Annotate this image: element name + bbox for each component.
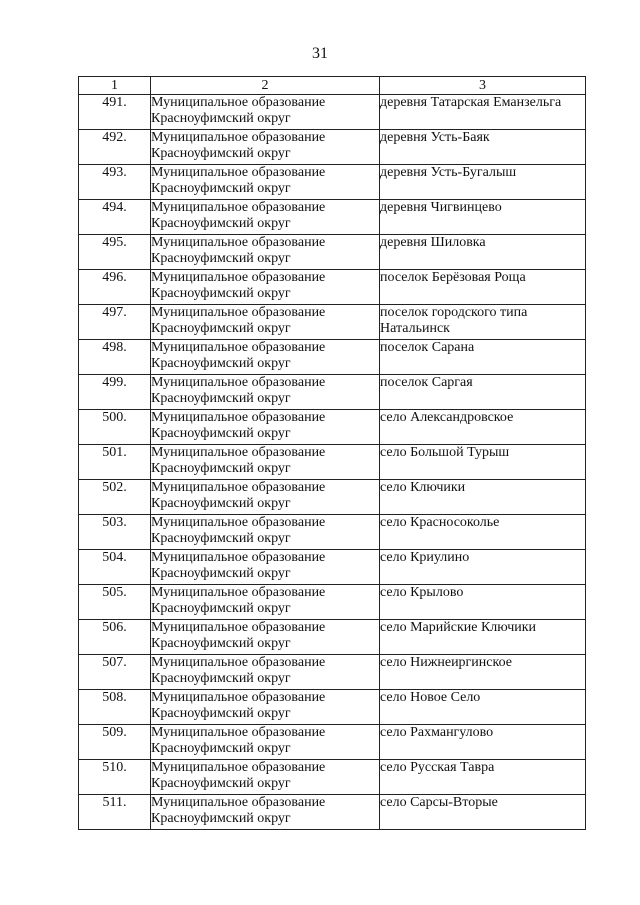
- settlement-line: деревня Усть-Баяк: [380, 130, 490, 145]
- settlement-cell: [380, 620, 586, 655]
- municipality-cell: [151, 620, 380, 655]
- municipality-cell: [151, 515, 380, 550]
- settlement-line: деревня Татарская Еманзельга: [380, 95, 562, 110]
- municipality-line: Красноуфимский округ: [151, 181, 291, 196]
- row-number: 510.: [79, 760, 151, 795]
- municipality-cell: [151, 550, 380, 585]
- settlement-cell: [380, 760, 586, 795]
- municipality-line: Муниципальное образование: [151, 515, 326, 530]
- municipality-line: Красноуфимский округ: [151, 566, 291, 581]
- settlement-line: село Рахмангулово: [380, 725, 494, 740]
- municipality-line: Красноуфимский округ: [151, 811, 291, 826]
- table-row: [79, 480, 586, 515]
- settlement-line: поселок Сарана: [380, 340, 475, 355]
- municipality-line: Красноуфимский округ: [151, 426, 291, 441]
- row-number: 497.: [79, 305, 151, 340]
- municipality-line: Муниципальное образование: [151, 760, 326, 775]
- settlement-cell: [380, 130, 586, 165]
- settlement-cell: [380, 165, 586, 200]
- settlement-line: село Красносоколье: [380, 515, 500, 530]
- settlement-cell: [380, 480, 586, 515]
- settlement-line: село Ключики: [380, 480, 466, 495]
- municipality-line: Муниципальное образование: [151, 620, 326, 635]
- settlement-cell: [380, 410, 586, 445]
- municipality-line: Муниципальное образование: [151, 270, 326, 285]
- municipality-line: Муниципальное образование: [151, 305, 326, 320]
- municipality-line: Муниципальное образование: [151, 410, 326, 425]
- row-number: 499.: [79, 375, 151, 410]
- municipality-line: Красноуфимский округ: [151, 356, 291, 371]
- settlement-cell: [380, 515, 586, 550]
- municipality-cell: [151, 760, 380, 795]
- settlement-cell: [380, 305, 586, 340]
- settlement-cell: [380, 95, 586, 130]
- row-number: 506.: [79, 620, 151, 655]
- table-row: [79, 515, 586, 550]
- header-col-2: 2: [151, 77, 380, 95]
- row-number: 505.: [79, 585, 151, 620]
- table-row: [79, 165, 586, 200]
- settlement-line: село Марийские Ключики: [380, 620, 537, 635]
- municipality-cell: [151, 410, 380, 445]
- municipality-line: Муниципальное образование: [151, 445, 326, 460]
- municipality-line: Муниципальное образование: [151, 95, 326, 110]
- table-row: [79, 585, 586, 620]
- header-row: [79, 77, 586, 95]
- table-row: [79, 130, 586, 165]
- municipality-line: Муниципальное образование: [151, 690, 326, 705]
- row-number: 501.: [79, 445, 151, 480]
- settlement-cell: [380, 550, 586, 585]
- municipality-cell: [151, 725, 380, 760]
- row-number: 509.: [79, 725, 151, 760]
- table-row: [79, 690, 586, 725]
- municipality-cell: [151, 480, 380, 515]
- settlement-line: село Криулино: [380, 550, 470, 565]
- table-row: [79, 725, 586, 760]
- municipality-line: Красноуфимский округ: [151, 286, 291, 301]
- table-row: [79, 200, 586, 235]
- settlement-cell: [380, 270, 586, 305]
- header-col-1: 1: [79, 77, 151, 95]
- page-number: 31: [312, 45, 328, 62]
- settlement-cell: [380, 235, 586, 270]
- municipality-cell: [151, 340, 380, 375]
- municipality-cell: [151, 445, 380, 480]
- row-number: 502.: [79, 480, 151, 515]
- table-row: [79, 305, 586, 340]
- header-col-3: 3: [380, 77, 586, 95]
- municipality-line: Красноуфимский округ: [151, 216, 291, 231]
- settlement-line: поселок Саргая: [380, 375, 473, 390]
- row-number: 503.: [79, 515, 151, 550]
- settlement-line: село Нижнеиргинское: [380, 655, 512, 670]
- municipality-line: Муниципальное образование: [151, 795, 326, 810]
- municipality-cell: [151, 165, 380, 200]
- settlement-cell: [380, 655, 586, 690]
- municipality-line: Муниципальное образование: [151, 165, 326, 180]
- municipality-line: Красноуфимский округ: [151, 146, 291, 161]
- settlement-line: село Сарсы-Вторые: [380, 795, 498, 810]
- municipality-line: Муниципальное образование: [151, 550, 326, 565]
- municipality-cell: [151, 130, 380, 165]
- settlement-line: село Крылово: [380, 585, 464, 600]
- settlement-cell: [380, 375, 586, 410]
- municipality-line: Красноуфимский округ: [151, 706, 291, 721]
- settlement-cell: [380, 445, 586, 480]
- municipality-cell: [151, 375, 380, 410]
- table-row: [79, 95, 586, 130]
- municipality-cell: [151, 690, 380, 725]
- settlement-cell: [380, 690, 586, 725]
- row-number: 500.: [79, 410, 151, 445]
- settlement-line: село Русская Тавра: [380, 760, 495, 775]
- row-number: 498.: [79, 340, 151, 375]
- municipality-cell: [151, 795, 380, 830]
- table-row: [79, 760, 586, 795]
- row-number: 495.: [79, 235, 151, 270]
- row-number: 508.: [79, 690, 151, 725]
- settlement-cell: [380, 200, 586, 235]
- settlement-line: поселок Берёзовая Роща: [380, 270, 526, 285]
- settlement-line: село Александровское: [380, 410, 514, 425]
- municipality-line: Красноуфимский округ: [151, 636, 291, 651]
- table-row: [79, 375, 586, 410]
- table-header: [79, 77, 586, 95]
- row-number: 504.: [79, 550, 151, 585]
- settlement-cell: [380, 585, 586, 620]
- municipality-line: Красноуфимский округ: [151, 251, 291, 266]
- table-row: [79, 270, 586, 305]
- settlement-line: Натальинск: [380, 321, 450, 336]
- table-body: [79, 95, 586, 830]
- municipality-cell: [151, 200, 380, 235]
- municipality-line: Красноуфимский округ: [151, 531, 291, 546]
- settlement-line: деревня Чигвинцево: [380, 200, 502, 215]
- settlement-line: деревня Усть-Бугалыш: [380, 165, 517, 180]
- municipality-line: Красноуфимский округ: [151, 461, 291, 476]
- municipality-line: Муниципальное образование: [151, 480, 326, 495]
- municipality-cell: [151, 655, 380, 690]
- table-row: [79, 550, 586, 585]
- table-row: [79, 410, 586, 445]
- municipality-line: Красноуфимский округ: [151, 776, 291, 791]
- settlements-table: [78, 76, 586, 830]
- municipality-line: Муниципальное образование: [151, 130, 326, 145]
- municipality-line: Красноуфимский округ: [151, 321, 291, 336]
- row-number: 511.: [79, 795, 151, 830]
- settlement-line: деревня Шиловка: [380, 235, 486, 250]
- row-number: 493.: [79, 165, 151, 200]
- municipality-line: Красноуфимский округ: [151, 671, 291, 686]
- municipality-cell: [151, 270, 380, 305]
- municipality-line: Муниципальное образование: [151, 655, 326, 670]
- table-row: [79, 795, 586, 830]
- municipality-line: Муниципальное образование: [151, 585, 326, 600]
- settlement-line: село Большой Турыш: [380, 445, 510, 460]
- table-row: [79, 235, 586, 270]
- municipality-line: Муниципальное образование: [151, 375, 326, 390]
- municipality-cell: [151, 95, 380, 130]
- municipality-line: Красноуфимский округ: [151, 391, 291, 406]
- municipality-line: Красноуфимский округ: [151, 111, 291, 126]
- municipality-line: Муниципальное образование: [151, 725, 326, 740]
- municipality-cell: [151, 585, 380, 620]
- settlement-cell: [380, 340, 586, 375]
- settlement-cell: [380, 725, 586, 760]
- row-number: 496.: [79, 270, 151, 305]
- table-row: [79, 655, 586, 690]
- municipality-cell: [151, 235, 380, 270]
- settlement-line: поселок городского типа: [380, 305, 528, 320]
- municipality-cell: [151, 305, 380, 340]
- table-row: [79, 620, 586, 655]
- settlement-cell: [380, 795, 586, 830]
- municipality-line: Муниципальное образование: [151, 235, 326, 250]
- row-number: 492.: [79, 130, 151, 165]
- municipality-line: Красноуфимский округ: [151, 601, 291, 616]
- municipality-line: Красноуфимский округ: [151, 741, 291, 756]
- municipality-line: Муниципальное образование: [151, 340, 326, 355]
- table-row: [79, 340, 586, 375]
- table-row: [79, 445, 586, 480]
- municipality-line: Красноуфимский округ: [151, 496, 291, 511]
- municipality-line: Муниципальное образование: [151, 200, 326, 215]
- row-number: 491.: [79, 95, 151, 130]
- settlement-line: село Новое Село: [380, 690, 481, 705]
- row-number: 494.: [79, 200, 151, 235]
- row-number: 507.: [79, 655, 151, 690]
